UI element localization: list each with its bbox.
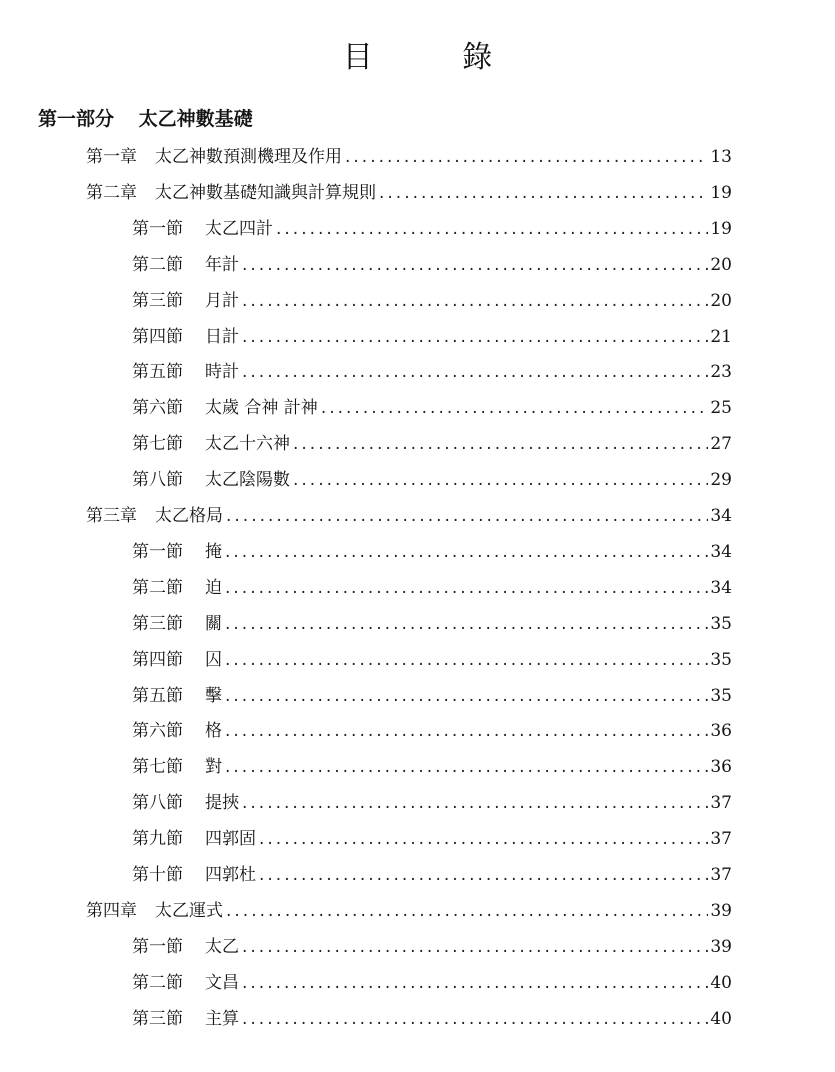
entry-page-number: 40: [710, 973, 732, 993]
dot-leader: [242, 1009, 708, 1029]
dot-leader: [293, 470, 708, 490]
toc-section-row: [132, 357, 732, 387]
entry-title: 太乙神數基礎知識與計算規則: [155, 183, 376, 203]
dot-leader: [293, 434, 708, 454]
entry-page-number: 34: [710, 506, 732, 526]
entry-number: 第三章: [86, 506, 137, 526]
toc-section-row: [132, 465, 732, 495]
entry-number: 第一節: [132, 937, 183, 957]
dot-leader: [242, 973, 708, 993]
toc-section-row: [132, 393, 732, 423]
entry-page-number: 25: [710, 398, 732, 418]
entry-page-number: 20: [710, 291, 732, 311]
entry-title: 格: [205, 721, 222, 741]
toc-section-row: [132, 214, 732, 244]
entry-number: 第八節: [132, 793, 183, 813]
dot-leader: [276, 219, 708, 239]
entry-title: 文昌: [205, 973, 239, 993]
dot-leader: [242, 291, 708, 311]
toc-chapter-row: [86, 501, 732, 531]
entry-page-number: 34: [710, 578, 732, 598]
entry-page-number: 35: [710, 614, 732, 634]
toc-section-row: [132, 968, 732, 998]
entry-title: 太乙: [205, 937, 239, 957]
entry-title: 囚: [205, 650, 222, 670]
entry-page-number: 13: [710, 147, 732, 167]
entry-title: 太歲 合神 計神: [205, 398, 318, 418]
entry-page-number: 20: [710, 255, 732, 275]
entry-title: 擊: [205, 686, 222, 706]
dot-leader: [225, 721, 708, 741]
entry-title: 日計: [205, 327, 239, 347]
entry-number: 第一節: [132, 542, 183, 562]
dot-leader: [242, 937, 708, 957]
entry-number: 第七節: [132, 757, 183, 777]
entry-page-number: 34: [710, 542, 732, 562]
entry-number: 第六節: [132, 721, 183, 741]
entry-number: 第九節: [132, 829, 183, 849]
entry-title: 太乙陰陽數: [205, 470, 290, 490]
dot-leader: [345, 147, 708, 167]
entry-page-number: 37: [710, 865, 732, 885]
toc-section-row: [132, 752, 732, 782]
toc-section-row: [132, 322, 732, 352]
toc-section-row: [132, 286, 732, 316]
entry-number: 第六節: [132, 398, 183, 418]
dot-leader: [225, 757, 708, 777]
toc-section-row: [132, 537, 732, 567]
dot-leader: [225, 578, 708, 598]
entry-title: 月計: [205, 291, 239, 311]
dot-leader: [242, 362, 708, 382]
part-label: 第一部分: [38, 108, 115, 130]
toc-section-row: [132, 573, 732, 603]
toc-section-row: [132, 716, 732, 746]
entry-number: 第五節: [132, 362, 183, 382]
entry-title: 對: [205, 757, 222, 777]
dot-leader: [225, 686, 708, 706]
part-title: 太乙神數基礎: [138, 108, 253, 130]
dot-leader: [242, 255, 708, 275]
toc-section-row: [132, 609, 732, 639]
entry-page-number: 36: [710, 721, 732, 741]
entry-page-number: 35: [710, 650, 732, 670]
dot-leader: [379, 183, 708, 203]
entry-page-number: 29: [710, 470, 732, 490]
dot-leader: [225, 614, 708, 634]
dot-leader: [259, 829, 708, 849]
entry-page-number: 21: [710, 327, 732, 347]
toc-section-row: [132, 681, 732, 711]
entry-title: 太乙運式: [155, 901, 223, 921]
dot-leader: [321, 398, 709, 418]
toc-section-row: [132, 250, 732, 280]
toc-section-row: [132, 824, 732, 854]
dot-leader: [225, 650, 708, 670]
toc-chapter-row: [86, 142, 732, 172]
entry-page-number: 37: [710, 793, 732, 813]
entry-number: 第三節: [132, 1009, 183, 1029]
toc-chapter-row: [86, 896, 732, 926]
entry-title: 太乙格局: [155, 506, 223, 526]
dot-leader: [226, 901, 708, 921]
entry-page-number: 19: [710, 183, 732, 203]
entry-number: 第一節: [132, 219, 183, 239]
entry-title: 太乙十六神: [205, 434, 290, 454]
toc-section-row: [132, 932, 732, 962]
entry-number: 第二章: [86, 183, 137, 203]
toc-section-row: [132, 429, 732, 459]
entry-title: 四郭固: [205, 829, 256, 849]
dot-leader: [242, 793, 708, 813]
entry-title: 主算: [205, 1009, 239, 1029]
entry-title: 太乙四計: [205, 219, 273, 239]
entry-page-number: 39: [710, 937, 732, 957]
entry-page-number: 27: [710, 434, 732, 454]
entry-number: 第十節: [132, 865, 183, 885]
entry-title: 年計: [205, 255, 239, 275]
entry-title: 提挾: [205, 793, 239, 813]
toc-section-row: [132, 788, 732, 818]
toc-section-row: [132, 1004, 732, 1034]
entry-number: 第二節: [132, 255, 183, 275]
entry-number: 第四節: [132, 327, 183, 347]
entry-number: 第四章: [86, 901, 137, 921]
dot-leader: [259, 865, 708, 885]
entry-title: 四郭杜: [205, 865, 256, 885]
entry-number: 第四節: [132, 650, 183, 670]
entry-page-number: 35: [710, 686, 732, 706]
entry-number: 第二節: [132, 578, 183, 598]
entry-page-number: 36: [710, 757, 732, 777]
entry-number: 第一章: [86, 147, 137, 167]
entry-title: 太乙神數預測機理及作用: [155, 147, 342, 167]
entry-number: 第三節: [132, 291, 183, 311]
entry-title: 時計: [205, 362, 239, 382]
entry-number: 第八節: [132, 470, 183, 490]
entry-number: 第三節: [132, 614, 183, 634]
entry-page-number: 37: [710, 829, 732, 849]
toc-section-row: [132, 860, 732, 890]
entry-page-number: 19: [710, 219, 732, 239]
entry-number: 第二節: [132, 973, 183, 993]
entry-title: 掩: [205, 542, 222, 562]
entry-page-number: 39: [710, 901, 732, 921]
entry-title: 關: [205, 614, 222, 634]
dot-leader: [225, 542, 708, 562]
dot-leader: [242, 327, 708, 347]
page-title: 目 錄: [342, 40, 533, 75]
entry-page-number: 23: [710, 362, 732, 382]
entry-number: 第五節: [132, 686, 183, 706]
toc-section-row: [132, 645, 732, 675]
toc-chapter-row: [86, 178, 732, 208]
dot-leader: [226, 506, 708, 526]
entry-title: 迫: [205, 578, 222, 598]
entry-page-number: 40: [710, 1009, 732, 1029]
entry-number: 第七節: [132, 434, 183, 454]
